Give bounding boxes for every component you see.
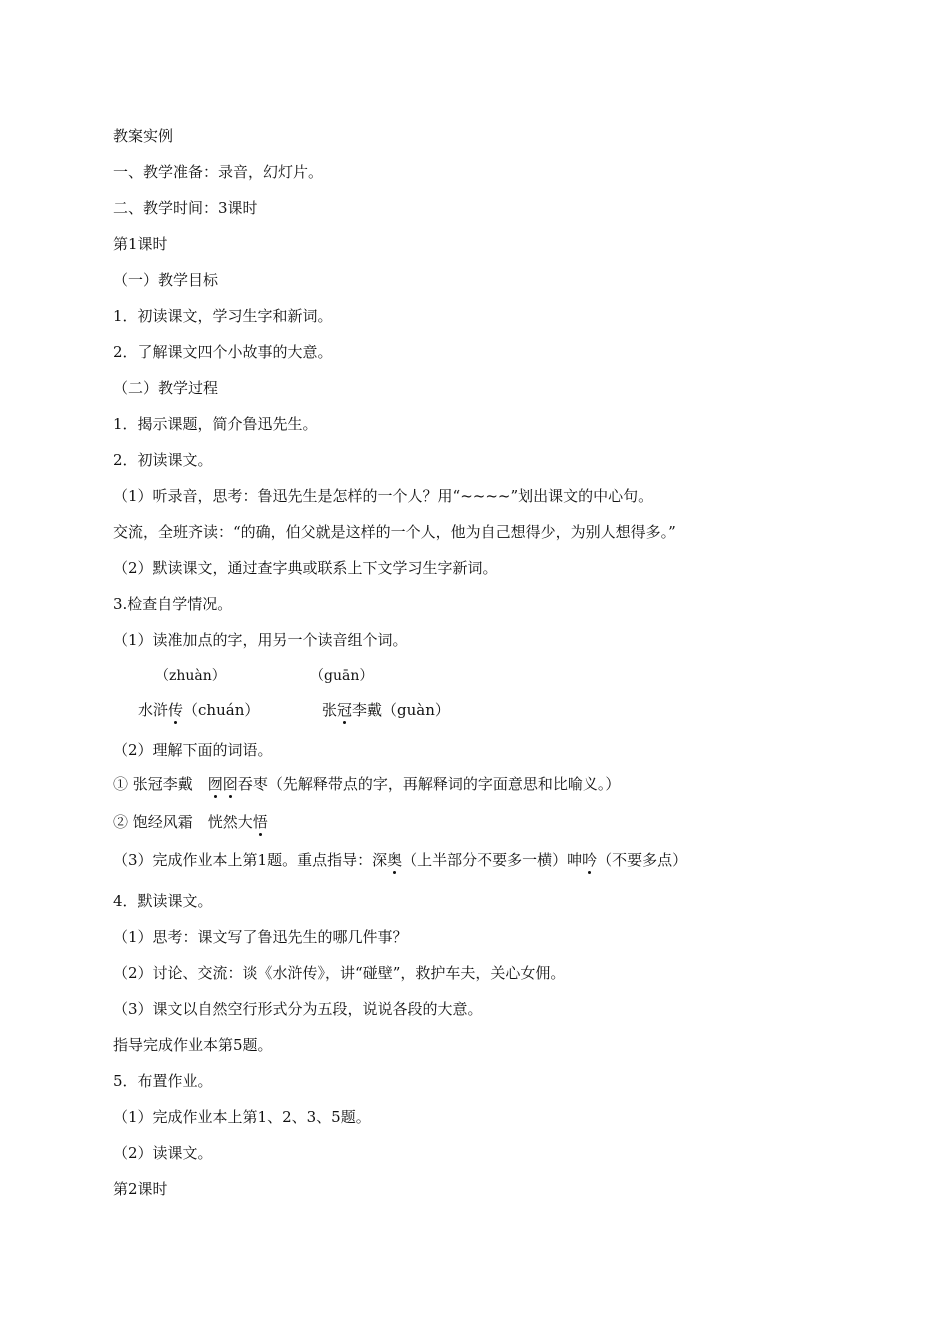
step-2-2: （2）默读课文，通过查字典或联系上下文学习生字新词。	[113, 559, 498, 577]
prep-line: 一、教学准备：录音，幻灯片。	[113, 163, 324, 181]
dotted-char: 悟	[252, 813, 268, 831]
lesson-1-heading: 第1课时	[113, 235, 168, 253]
word-shuixuzhuan	[138, 700, 259, 720]
step-5-1: （1）完成作业本上第1、2、3、5题。	[113, 1108, 371, 1126]
step-3-1: （1）读准加点的字，用另一个读音组个词。	[113, 631, 408, 649]
process-heading: （二）教学过程	[113, 379, 219, 397]
pinyin-zhuan: （zhuàn）	[155, 668, 226, 684]
lesson-2-heading: 第2课时	[113, 1180, 168, 1198]
step-2-1: （1）听录音，思考：鲁迅先生是怎样的一个人？用“~~~~”划出课文的中心句。	[113, 487, 654, 505]
dotted-char: 囫	[207, 775, 223, 793]
step-5: 5．布置作业。	[113, 1072, 213, 1090]
dotted-char: 传	[168, 701, 184, 719]
step-text: （上半部分不要多一横）呻	[402, 851, 583, 869]
exchange-line: 交流，全班齐读：“的确，伯父就是这样的一个人，他为自己想得少，为别人想得多。”	[113, 523, 676, 541]
goal-2: 2．了解课文四个小故事的大意。	[113, 343, 333, 361]
step-4-3: （3）课文以自然空行形式分为五段，说说各段的大意。	[113, 1000, 483, 1018]
dotted-char: 囵	[222, 775, 238, 793]
word-zhangguanlidai	[322, 700, 450, 720]
word-text: 张	[322, 701, 338, 719]
step-3-2: （2）理解下面的词语。	[113, 741, 273, 759]
word-text: 水浒	[138, 701, 169, 719]
step-text: （不要多点）	[597, 851, 688, 869]
doc-title: 教案实例	[113, 127, 174, 145]
time-line: 二、教学时间：3课时	[113, 199, 258, 217]
dotted-char: 冠	[337, 701, 353, 719]
dotted-char: 吟	[582, 851, 598, 869]
goal-1: 1．初读课文，学习生字和新词。	[113, 307, 333, 325]
dotted-char: 奥	[387, 851, 403, 869]
goals-heading: （一）教学目标	[113, 271, 219, 289]
step-text: （3）完成作业本上第1题。重点指导：深	[113, 851, 388, 869]
vocab-item-1	[113, 774, 620, 794]
step-5-2: （2）读课文。	[113, 1144, 213, 1162]
vocab-text: ② 饱经风霜 恍然大	[113, 813, 253, 831]
guide-line: 指导完成作业本第5题。	[113, 1036, 273, 1054]
step-4-2: （2）讨论、交流：谈《水浒传》，讲“碰壁”，救护车夫，关心女佣。	[113, 964, 566, 982]
step-4: 4．默读课文。	[113, 892, 213, 910]
vocab-text: 吞枣（先解释带点的字，再解释词的字面意思和比喻义。）	[237, 775, 621, 793]
pinyin-guan: （guān）	[310, 668, 374, 684]
word-text: （chuán）	[183, 701, 260, 719]
step-4-1: （1）思考：课文写了鲁迅先生的哪几件事？	[113, 928, 408, 946]
vocab-text: ① 张冠李戴	[113, 775, 208, 793]
step-3: 3.检查自学情况。	[113, 595, 233, 613]
word-text: 李戴（guàn）	[352, 701, 450, 719]
step-3-3	[113, 850, 687, 870]
step-2: 2．初读课文。	[113, 451, 213, 469]
step-1: 1．揭示课题，简介鲁迅先生。	[113, 415, 318, 433]
vocab-item-2	[113, 812, 268, 832]
